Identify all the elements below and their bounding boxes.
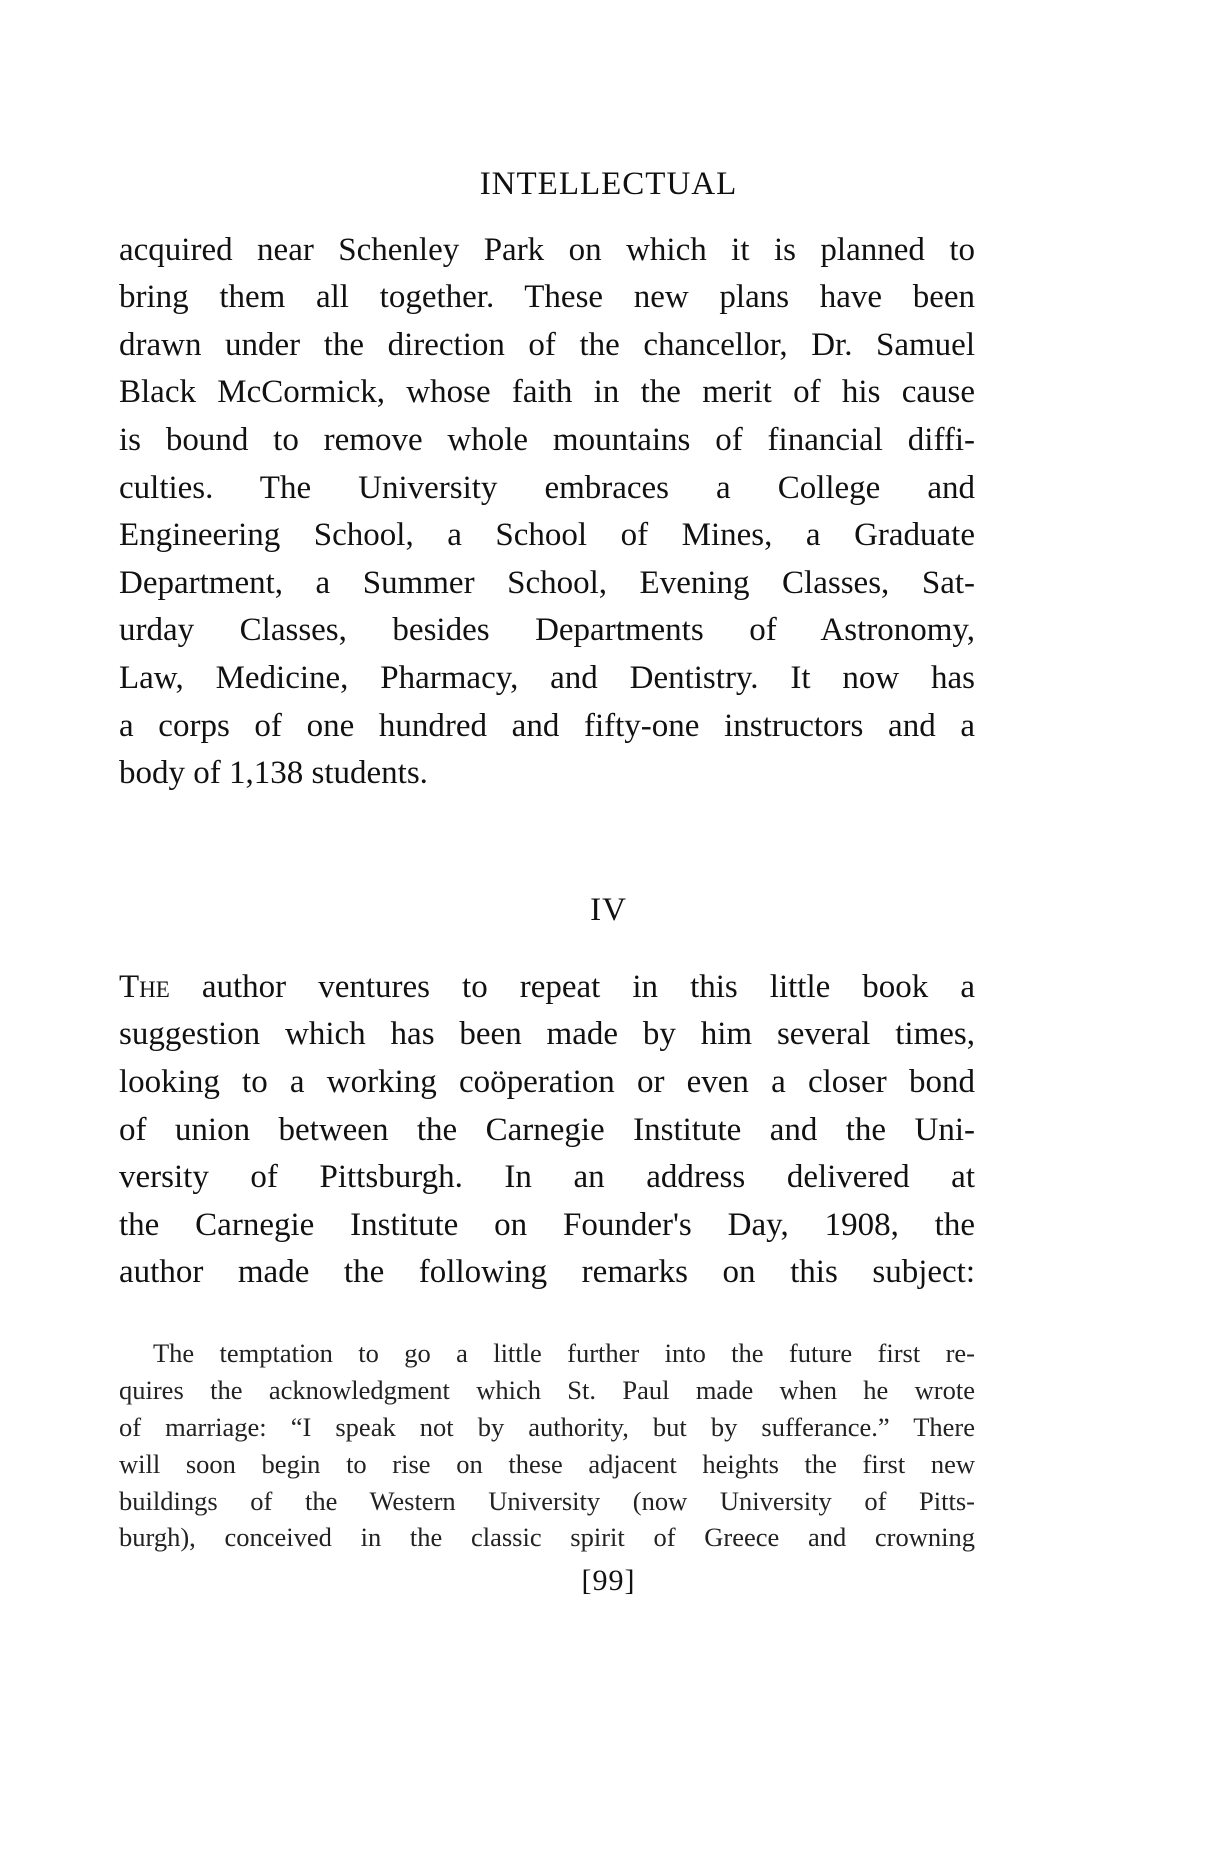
quote-line: of marriage: “I speak not by authority, but by sufferance.” There [119,1412,975,1442]
text-line: a corps of one hundred and fifty-one instructors and a [119,708,975,744]
text-line: the Carnegie Institute on Founder's Day, 1908, the [119,1207,975,1243]
text-line: culties. The University embraces a College and [119,470,975,506]
text-line: bring them all together. These new plans have been [119,279,975,315]
text-line [119,967,975,1007]
running-head: INTELLECTUAL [479,166,738,202]
text-line: versity of Pittsburgh. In an address delivered at [119,1159,975,1195]
text-line: of union between the Carnegie Institute and the Uni- [119,1112,975,1148]
quote-line: quires the acknowledgment which St. Paul made when he wrote [119,1375,975,1405]
text-line: Law, Medicine, Pharmacy, and Dentistry. It now has [119,660,975,696]
text-line: urday Classes, besides Departments of Astronomy, [119,612,975,648]
text-line: drawn under the direction of the chancellor, Dr. Samuel [119,327,975,363]
drop-word: The [119,969,170,1005]
quote-line: will soon begin to rise on these adjacent heights the first new [119,1449,975,1479]
text-line: body of 1,138 students. [119,755,428,791]
text-line: acquired near Schenley Park on which it is planned to [119,232,975,268]
quote-line: The temptation to go a little further into the future first re- [153,1338,975,1368]
text-line: author made the following remarks on this subject: [119,1254,975,1290]
quote-line: burgh), conceived in the classic spirit of Greece and crowning [119,1522,975,1552]
text-line-rest: author ventures to repeat in this little book a [169,969,975,1005]
text-line: looking to a working coöperation or even a closer bond [119,1064,975,1100]
quote-line: buildings of the Western University (now University of Pitts- [119,1486,975,1516]
text-line: Engineering School, a School of Mines, a Graduate [119,517,975,553]
text-line: is bound to remove whole mountains of financial diffi- [119,422,975,458]
text-line: suggestion which has been made by him several times, [119,1016,975,1052]
section-numeral: IV [590,892,627,928]
text-line: Black McCormick, whose faith in the merit of his cause [119,374,975,410]
text-line: Department, a Summer School, Evening Classes, Sat- [119,565,975,601]
page-number: [99] [581,1564,636,1597]
